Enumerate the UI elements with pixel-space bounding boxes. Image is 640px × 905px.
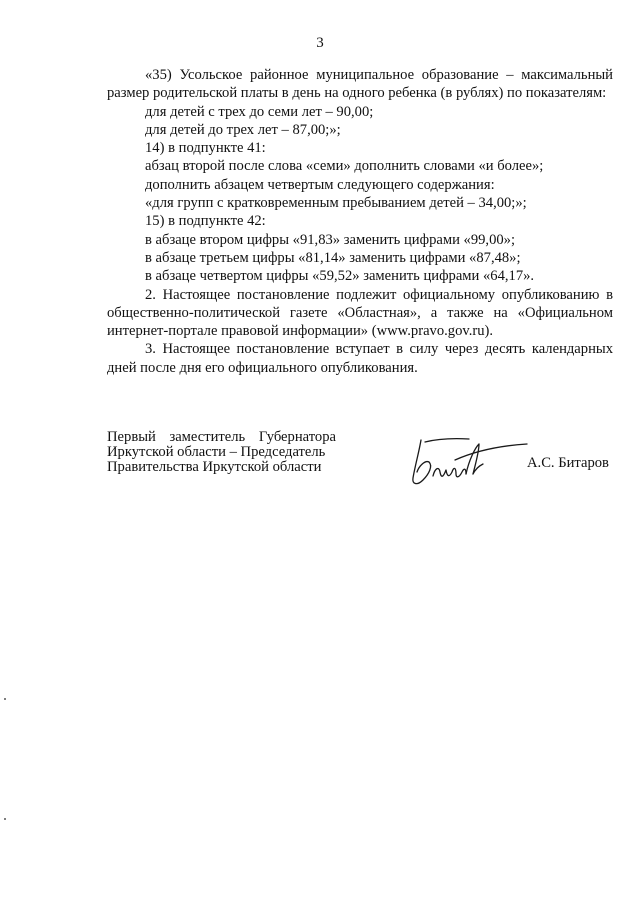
list-item-age-under-3: для детей до трех лет – 87,00;»; <box>145 121 341 138</box>
paragraph-3: 3. Настоящее постановление вступает в силу через десять календарных дней после дня его официального опубликования. <box>107 341 613 376</box>
page-number: 3 <box>316 35 324 51</box>
list-item-replace-3: в абзаце третьем цифры «81,14» заменить цифрами «87,48»; <box>145 249 521 266</box>
document-body <box>107 66 613 377</box>
list-item-replace-2: в абзаце втором цифры «91,83» заменить цифрами «99,00»; <box>145 231 516 248</box>
paragraph-35: «35) Усольское районное муниципальное образование – максимальный размер родительской платы в день на одного ребенка (в рублях) по показателям: <box>107 67 613 102</box>
scan-artifact-dot <box>4 698 6 700</box>
signer-name: А.С. Битаров <box>527 455 609 471</box>
signer-position-line-1 <box>107 430 336 445</box>
list-item-abzac-4-add: дополнить абзацем четвертым следующего содержания: <box>145 176 495 193</box>
handwritten-signature <box>403 430 533 492</box>
signer-position <box>107 430 347 475</box>
subitem-14-heading: 14) в подпункте 41: <box>145 140 266 157</box>
list-item-short-stay: «для групп с кратковременным пребыванием детей – 34,00;»; <box>145 195 527 212</box>
signer-position-word-1: Первый <box>107 429 156 445</box>
signer-position-line-2: Иркутской области – Председатель <box>107 444 326 460</box>
signature-block <box>107 430 613 500</box>
signer-position-line-3: Правительства Иркутской области <box>107 459 322 475</box>
list-item-abzac-2: абзац второй после слова «семи» дополнить словами «и более»; <box>145 158 544 175</box>
list-item-replace-4: в абзаце четвертом цифры «59,52» заменить цифрами «64,17». <box>145 268 535 285</box>
signer-position-word-2: заместитель <box>169 429 246 445</box>
subitem-15-heading: 15) в подпункте 42: <box>145 213 266 230</box>
signer-position-word-3: Губернатора <box>258 429 336 445</box>
scan-artifact-dot <box>4 818 6 820</box>
list-item-age-3-7: для детей с трех до семи лет – 90,00; <box>145 103 374 120</box>
paragraph-2: 2. Настоящее постановление подлежит официальному опубликованию в общественно-политической газете «Областная», а также на «Официальном интернет-портале правовой информации» (www.pravo.gov.ru). <box>107 286 613 340</box>
